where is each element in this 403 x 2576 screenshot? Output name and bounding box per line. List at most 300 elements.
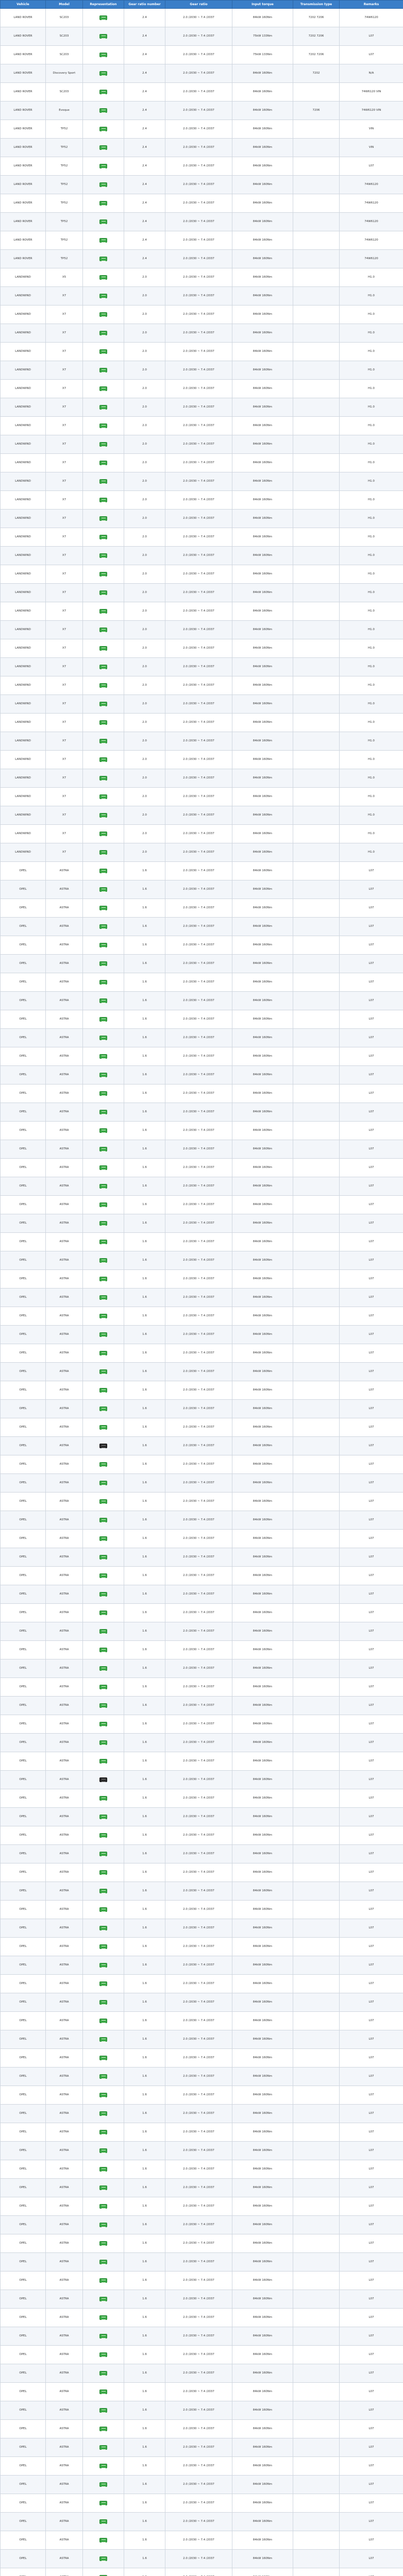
gear-number-cell: 2.4 — [124, 194, 165, 213]
product-thumbnail-icon — [99, 1963, 107, 1968]
vehicle-cell: LANDWIND — [1, 584, 46, 602]
model-cell: ASTRA — [46, 2420, 83, 2438]
vehicle-cell: LANDWIND — [1, 361, 46, 380]
vehicle-cell: OPEL — [1, 1975, 46, 1993]
input-torque-cell: 84kW 160Nm — [232, 2179, 293, 2197]
input-torque-cell: 84kW 160Nm — [232, 2272, 293, 2290]
model-cell: X5 — [46, 268, 83, 287]
representation-cell — [83, 2234, 124, 2253]
gear-ratio-cell: 2.0 /2030 ~ 7.4 /2037 — [165, 1437, 232, 1455]
product-thumbnail-icon — [99, 906, 107, 910]
product-thumbnail-icon — [99, 2334, 107, 2338]
representation-cell — [83, 1122, 124, 1140]
gear-ratio-cell: 2.0 /2030 ~ 7.4 /2037 — [165, 1029, 232, 1047]
model-cell: ASTRA — [46, 1159, 83, 1177]
transmission-cell — [293, 1938, 340, 1956]
table-row — [1, 1956, 403, 1975]
transmission-cell — [293, 1474, 340, 1493]
model-cell: X7 — [46, 287, 83, 306]
input-torque-cell: 84kW 160Nm — [232, 1084, 293, 1103]
vehicle-cell: OPEL — [1, 1159, 46, 1177]
vehicle-cell: OPEL — [1, 1103, 46, 1122]
product-thumbnail-icon — [99, 2204, 107, 2209]
gear-ratio-cell: 2.0 /2030 ~ 7.4 /2037 — [165, 1307, 232, 1326]
product-thumbnail-icon — [99, 553, 107, 558]
table-row — [1, 602, 403, 621]
transmission-cell — [293, 1047, 340, 1066]
input-torque-cell: 84kW 160Nm — [232, 751, 293, 769]
representation-cell — [83, 1530, 124, 1548]
gear-number-cell: 1.6 — [124, 2438, 165, 2457]
remarks-cell: L07 — [340, 1326, 403, 1344]
input-torque-cell: 84kW 160Nm — [232, 2531, 293, 2550]
model-cell: ASTRA — [46, 1901, 83, 1919]
gear-ratio-cell: 2.0 /2030 ~ 7.4 /2037 — [165, 2550, 232, 2568]
input-torque-cell: 84kW 160Nm — [232, 1400, 293, 1418]
model-cell: X7 — [46, 510, 83, 528]
remarks-cell: L07 — [340, 1233, 403, 1251]
model-cell: ASTRA — [46, 1808, 83, 1826]
product-thumbnail-icon — [99, 1981, 107, 1986]
model-cell: ASTRA — [46, 1771, 83, 1789]
model-cell: X7 — [46, 454, 83, 472]
input-torque-cell: 84kW 160Nm — [232, 1938, 293, 1956]
table-row — [1, 1919, 403, 1938]
gear-ratio-cell: 2.0 /2030 ~ 7.4 /2037 — [165, 769, 232, 788]
input-torque-cell: 84kW 160Nm — [232, 361, 293, 380]
input-torque-cell: 84kW 160Nm — [232, 1975, 293, 1993]
product-thumbnail-icon — [99, 646, 107, 651]
transmission-cell — [293, 83, 340, 101]
transmission-cell — [293, 973, 340, 992]
remarks-cell: H1.0 — [340, 472, 403, 491]
gear-number-cell: 1.6 — [124, 2216, 165, 2234]
remarks-cell: L07 — [340, 2476, 403, 2494]
remarks-cell: L07 — [340, 2234, 403, 2253]
gear-number-cell: 2.4 — [124, 120, 165, 139]
representation-cell — [83, 1511, 124, 1530]
gear-ratio-cell: 2.0 /2030 ~ 7.4 /2037 — [165, 1938, 232, 1956]
table-row — [1, 2123, 403, 2142]
vehicle-cell: OPEL — [1, 1307, 46, 1326]
transmission-cell — [293, 806, 340, 825]
remarks-cell: H1.0 — [340, 639, 403, 658]
table-row — [1, 2309, 403, 2327]
model-cell: Discovery Sport — [46, 64, 83, 83]
table-row — [1, 1029, 403, 1047]
table-row — [1, 2086, 403, 2105]
input-torque-cell: 84kW 160Nm — [232, 1511, 293, 1530]
gear-ratio-cell: 2.0 /2030 ~ 7.4 /2037 — [165, 2086, 232, 2105]
table-row — [1, 843, 403, 862]
remarks-cell: L07 — [340, 1474, 403, 1493]
model-cell — [46, 2568, 83, 2576]
vehicle-cell: OPEL — [1, 1845, 46, 1863]
gear-number-cell: 1.6 — [124, 1474, 165, 1493]
representation-cell — [83, 1159, 124, 1177]
model-cell: X7 — [46, 714, 83, 732]
table-row — [1, 1437, 403, 1455]
gear-number-cell: 1.6 — [124, 2012, 165, 2030]
table-row — [1, 1863, 403, 1882]
table-row — [1, 1882, 403, 1901]
input-torque-cell: 84kW 160Nm — [232, 584, 293, 602]
gear-number-cell: 1.6 — [124, 1919, 165, 1938]
product-thumbnail-icon — [99, 1944, 107, 1949]
gear-number-cell: 2.0 — [124, 602, 165, 621]
remarks-cell: L07 — [340, 1771, 403, 1789]
table-row — [1, 1752, 403, 1771]
vehicle-cell: LANDWIND — [1, 547, 46, 565]
representation-cell — [83, 2086, 124, 2105]
remarks-cell: L07 — [340, 1752, 403, 1771]
product-thumbnail-icon — [99, 15, 107, 20]
representation-cell — [83, 194, 124, 213]
transmission-cell — [293, 899, 340, 918]
input-torque-cell: 84kW 160Nm — [232, 1029, 293, 1047]
model-cell: ASTRA — [46, 1307, 83, 1326]
model-cell: ASTRA — [46, 2531, 83, 2550]
input-torque-cell: 84kW 160Nm — [232, 194, 293, 213]
representation-cell — [83, 1400, 124, 1418]
input-torque-cell: 84kW 160Nm — [232, 621, 293, 639]
vehicle-cell: OPEL — [1, 2179, 46, 2197]
gear-number-cell: 2.0 — [124, 658, 165, 676]
gear-ratio-cell: 2.0 /2030 ~ 7.4 /2037 — [165, 2346, 232, 2364]
vehicle-cell: OPEL — [1, 1122, 46, 1140]
gear-ratio-cell: 2.0 /2030 ~ 7.4 /2037 — [165, 1919, 232, 1938]
vehicle-cell: LAND ROVER — [1, 213, 46, 231]
table-row — [1, 806, 403, 825]
input-torque-cell: 84kW 160Nm — [232, 491, 293, 510]
product-thumbnail-icon — [99, 1165, 107, 1170]
product-thumbnail-icon — [99, 1703, 107, 1708]
input-torque-cell: 84kW 160Nm — [232, 2476, 293, 2494]
representation-cell — [83, 1863, 124, 1882]
product-thumbnail-icon — [99, 2223, 107, 2227]
representation-cell — [83, 1381, 124, 1400]
gear-number-cell: 2.4 — [124, 176, 165, 194]
table-row — [1, 899, 403, 918]
input-torque-cell: 84kW 160Nm — [232, 306, 293, 324]
remarks-cell: H1.0 — [340, 417, 403, 435]
transmission-cell — [293, 194, 340, 213]
input-torque-cell: 84kW 160Nm — [232, 1808, 293, 1826]
input-torque-cell: 84kW 160Nm — [232, 1659, 293, 1678]
remarks-cell: H1.0 — [340, 324, 403, 343]
table-row — [1, 1845, 403, 1863]
representation-cell — [83, 324, 124, 343]
model-cell: TP52 — [46, 120, 83, 139]
table-row — [1, 398, 403, 417]
gear-ratio-cell: 2.0 /2030 ~ 7.4 /2037 — [165, 676, 232, 695]
remarks-cell: L07 — [340, 2290, 403, 2309]
input-torque-cell: 84kW 160Nm — [232, 1845, 293, 1863]
product-thumbnail-icon — [99, 2482, 107, 2487]
gear-ratio-cell: 2.0 /2030 ~ 7.4 /2037 — [165, 862, 232, 880]
vehicle-cell: OPEL — [1, 1418, 46, 1437]
input-torque-cell: 84kW 160Nm — [232, 1307, 293, 1326]
product-thumbnail-icon — [99, 590, 107, 595]
gear-ratio-cell: 2.0 /2030 ~ 7.4 /2037 — [165, 1010, 232, 1029]
input-torque-cell: 84kW 160Nm — [232, 1159, 293, 1177]
table-row — [1, 1233, 403, 1251]
product-thumbnail-icon — [99, 257, 107, 261]
input-torque-cell: 84kW 160Nm — [232, 2550, 293, 2568]
remarks-cell: L07 — [340, 2438, 403, 2457]
gear-number-cell: 2.0 — [124, 714, 165, 732]
input-torque-cell: 84kW 160Nm — [232, 213, 293, 231]
representation-cell — [83, 491, 124, 510]
gear-number-cell: 1.6 — [124, 2030, 165, 2049]
product-thumbnail-icon — [99, 1351, 107, 1355]
remarks-cell: L07 — [340, 1418, 403, 1437]
model-cell: ASTRA — [46, 992, 83, 1010]
gear-ratio-cell: 2.0 /2030 ~ 7.4 /2037 — [165, 955, 232, 973]
vehicle-cell: LAND ROVER — [1, 139, 46, 157]
transmission-cell — [293, 1826, 340, 1845]
vehicle-cell — [1, 2568, 46, 2576]
representation-cell — [83, 139, 124, 157]
model-cell: ASTRA — [46, 2383, 83, 2401]
model-cell: ASTRA — [46, 1585, 83, 1604]
vehicle-cell: LAND ROVER — [1, 194, 46, 213]
input-torque-cell: 84kW 160Nm — [232, 973, 293, 992]
product-thumbnail-icon — [99, 127, 107, 131]
representation-cell — [83, 1901, 124, 1919]
table-row — [1, 1307, 403, 1326]
input-torque-cell: 84kW 160Nm — [232, 1251, 293, 1270]
remarks-cell: L07 — [340, 1604, 403, 1622]
input-torque-cell: 84kW 160Nm — [232, 1289, 293, 1307]
input-torque-cell: 84kW 160Nm — [232, 2420, 293, 2438]
representation-cell — [83, 2327, 124, 2346]
gear-number-cell: 2.0 — [124, 751, 165, 769]
transmission-cell — [293, 2123, 340, 2142]
transmission-cell — [293, 343, 340, 361]
remarks-cell: L07 — [340, 46, 403, 64]
remarks-cell: L07 — [340, 1789, 403, 1808]
table-row — [1, 695, 403, 714]
model-cell: SC203 — [46, 9, 83, 27]
remarks-cell: L07 — [340, 2457, 403, 2476]
gear-number-cell: 2.4 — [124, 231, 165, 250]
input-torque-cell: 84kW 160Nm — [232, 1530, 293, 1548]
gear-ratio-cell: 2.0 /2030 ~ 7.4 /2037 — [165, 1548, 232, 1567]
representation-cell — [83, 2420, 124, 2438]
product-thumbnail-icon — [99, 1777, 107, 1782]
vehicle-cell: OPEL — [1, 1808, 46, 1826]
table-row — [1, 1418, 403, 1437]
representation-cell — [83, 268, 124, 287]
remarks-cell: 74W6120 VIN — [340, 101, 403, 120]
model-cell: X7 — [46, 732, 83, 751]
representation-cell — [83, 250, 124, 268]
input-torque-cell: 84kW 160Nm — [232, 2197, 293, 2216]
transmission-cell — [293, 2531, 340, 2550]
remarks-cell: L07 — [340, 1697, 403, 1715]
vehicle-cell: OPEL — [1, 2364, 46, 2383]
remarks-cell: L07 — [340, 1956, 403, 1975]
remarks-cell: H1.0 — [340, 732, 403, 751]
gear-ratio-cell: 2.0 /2030 ~ 7.4 /2037 — [165, 417, 232, 435]
table-row — [1, 1938, 403, 1956]
gear-ratio-cell: 2.0 /2030 ~ 7.4 /2037 — [165, 1771, 232, 1789]
remarks-cell: L07 — [340, 2123, 403, 2142]
representation-cell — [83, 528, 124, 547]
gear-number-cell: 1.6 — [124, 1511, 165, 1530]
table-row — [1, 1363, 403, 1381]
vehicle-cell: OPEL — [1, 2012, 46, 2030]
remarks-cell: L07 — [340, 1530, 403, 1548]
transmission-cell — [293, 936, 340, 955]
transmission-cell — [293, 2012, 340, 2030]
product-thumbnail-icon — [99, 2352, 107, 2357]
input-torque-cell: 84kW 160Nm — [232, 1919, 293, 1938]
vehicle-cell: LAND ROVER — [1, 27, 46, 46]
representation-cell — [83, 2346, 124, 2364]
gear-ratio-cell: 2.0 /2030 ~ 7.4 /2037 — [165, 510, 232, 528]
input-torque-cell: 84kW 160Nm — [232, 1214, 293, 1233]
remarks-cell: L07 — [340, 2030, 403, 2049]
transmission-cell — [293, 1641, 340, 1659]
vehicle-cell: OPEL — [1, 1901, 46, 1919]
table-row — [1, 2476, 403, 2494]
remarks-cell: H1.0 — [340, 268, 403, 287]
remarks-cell: L07 — [340, 1938, 403, 1956]
remarks-cell: L07 — [340, 1381, 403, 1400]
gear-number-cell: 2.4 — [124, 64, 165, 83]
vehicle-cell: OPEL — [1, 2290, 46, 2309]
table-row — [1, 1771, 403, 1789]
product-thumbnail-icon — [99, 461, 107, 465]
input-torque-cell: 84kW 160Nm — [232, 343, 293, 361]
representation-cell — [83, 1029, 124, 1047]
representation-cell — [83, 1326, 124, 1344]
input-torque-cell: 84kW 160Nm — [232, 918, 293, 936]
gear-number-cell: 1.6 — [124, 1251, 165, 1270]
transmission-cell — [293, 658, 340, 676]
remarks-cell: H1.0 — [340, 806, 403, 825]
representation-cell — [83, 1493, 124, 1511]
gear-ratio-cell: 2.0 /2030 ~ 7.4 /2037 — [165, 1604, 232, 1622]
table-row — [1, 1511, 403, 1530]
representation-cell — [83, 417, 124, 435]
vehicle-cell: OPEL — [1, 1993, 46, 2012]
table-row — [1, 584, 403, 602]
transmission-cell — [293, 584, 340, 602]
gear-ratio-cell: 2.0 /2030 ~ 7.4 /2037 — [165, 324, 232, 343]
product-thumbnail-icon — [99, 1759, 107, 1764]
model-cell: TP52 — [46, 139, 83, 157]
table-row — [1, 639, 403, 658]
gear-number-cell: 1.6 — [124, 1863, 165, 1882]
gear-ratio-cell: 2.0 /2030 ~ 7.4 /2037 — [165, 918, 232, 936]
model-cell: X7 — [46, 491, 83, 510]
product-thumbnail-icon — [99, 2185, 107, 2190]
input-torque-cell: 84kW 160Nm — [232, 2012, 293, 2030]
header-input-torque: Input torque — [232, 1, 293, 9]
remarks-cell: L07 — [340, 1363, 403, 1381]
representation-cell — [83, 1697, 124, 1715]
model-cell: ASTRA — [46, 1548, 83, 1567]
input-torque-cell: 84kW 160Nm — [232, 955, 293, 973]
remarks-cell: L07 — [340, 1585, 403, 1604]
table-row — [1, 2420, 403, 2438]
representation-cell — [83, 2030, 124, 2049]
gear-number-cell: 2.4 — [124, 157, 165, 176]
gear-ratio-cell: 2.0 /2030 ~ 7.4 /2037 — [165, 1622, 232, 1641]
input-torque-cell: 84kW 160Nm — [232, 1826, 293, 1845]
header-model: Model — [46, 1, 83, 9]
transmission-cell — [293, 250, 340, 268]
model-cell: X7 — [46, 769, 83, 788]
gear-number-cell: 1.6 — [124, 2531, 165, 2550]
gear-ratio-cell: 2.0 /2030 ~ 7.4 /2037 — [165, 1734, 232, 1752]
table-row — [1, 2253, 403, 2272]
input-torque-cell: 84kW 160Nm — [232, 1010, 293, 1029]
input-torque-cell: 84kW 160Nm — [232, 1567, 293, 1585]
gear-ratio-cell: 2.0 /2030 ~ 7.4 /2037 — [165, 27, 232, 46]
table-row — [1, 64, 403, 83]
gear-ratio-cell: 2.0 /2030 ~ 7.4 /2037 — [165, 2513, 232, 2531]
remarks-cell: L07 — [340, 1010, 403, 1029]
table-row — [1, 1993, 403, 2012]
table-row — [1, 306, 403, 324]
representation-cell — [83, 1604, 124, 1622]
remarks-cell: L07 — [340, 2550, 403, 2568]
header-representation: Representation — [83, 1, 124, 9]
vehicle-cell: OPEL — [1, 918, 46, 936]
table-row — [1, 213, 403, 231]
gear-ratio-cell: 2.0 /2030 ~ 7.4 /2037 — [165, 639, 232, 658]
transmission-cell — [293, 1103, 340, 1122]
product-thumbnail-icon — [99, 1277, 107, 1281]
table-row — [1, 2457, 403, 2476]
product-thumbnail-icon — [99, 609, 107, 614]
remarks-cell: L07 — [340, 2327, 403, 2346]
representation-cell — [83, 1659, 124, 1678]
gear-ratio-cell: 2.0 /2030 ~ 7.4 /2037 — [165, 936, 232, 955]
gear-ratio-cell: 2.0 /2030 ~ 7.4 /2037 — [165, 454, 232, 472]
model-cell: ASTRA — [46, 2327, 83, 2346]
vehicle-cell: OPEL — [1, 1400, 46, 1418]
product-thumbnail-icon — [99, 294, 107, 298]
product-thumbnail-icon — [99, 1147, 107, 1151]
gear-ratio-cell: 2.0 /2030 ~ 7.4 /2037 — [165, 46, 232, 64]
table-row — [1, 2179, 403, 2197]
transmission-cell — [293, 695, 340, 714]
transmission-cell — [293, 547, 340, 565]
representation-cell — [83, 1177, 124, 1196]
gear-ratio-cell: 2.0 /2030 ~ 7.4 /2037 — [165, 64, 232, 83]
input-torque-cell: 84kW 160Nm — [232, 2142, 293, 2160]
remarks-cell: L07 — [340, 1289, 403, 1307]
product-thumbnail-icon — [99, 1926, 107, 1930]
remarks-cell: L07 — [340, 2197, 403, 2216]
representation-cell — [83, 1585, 124, 1604]
transmission-cell — [293, 2160, 340, 2179]
product-thumbnail-icon — [99, 1666, 107, 1671]
gear-ratio-cell: 2.0 /2030 ~ 7.4 /2037 — [165, 398, 232, 417]
model-cell: X7 — [46, 602, 83, 621]
model-cell: ASTRA — [46, 1010, 83, 1029]
table-row — [1, 157, 403, 176]
product-thumbnail-icon — [99, 2167, 107, 2172]
gear-number-cell: 1.6 — [124, 918, 165, 936]
gear-ratio-cell: 2.0 /2030 ~ 7.4 /2037 — [165, 287, 232, 306]
remarks-cell: L07 — [340, 1511, 403, 1530]
